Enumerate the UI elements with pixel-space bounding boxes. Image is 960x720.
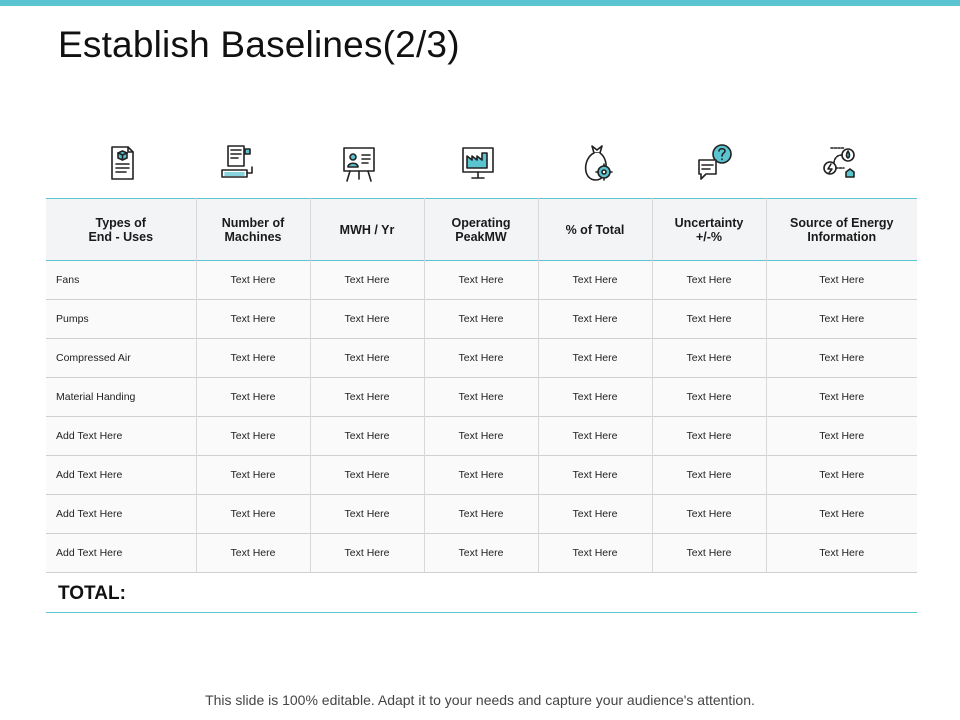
- table-header: [46, 199, 917, 261]
- table-cell: Text Here: [310, 495, 424, 534]
- table-cell: Text Here: [766, 417, 917, 456]
- table-cell: Text Here: [538, 261, 652, 300]
- table-cell: Text Here: [766, 534, 917, 573]
- row-label-cell: Add Text Here: [46, 417, 196, 456]
- table-cell: Text Here: [652, 261, 766, 300]
- table-row: [46, 417, 917, 456]
- money-bag-gear-icon: [574, 140, 620, 186]
- table-cell: Text Here: [766, 495, 917, 534]
- table-cell: Text Here: [310, 534, 424, 573]
- baseline-table: [46, 198, 917, 573]
- factory-monitor-icon: [455, 140, 501, 186]
- table-cell: Text Here: [196, 456, 310, 495]
- footer-note: This slide is 100% editable. Adapt it to your needs and capture your audience's attention.: [205, 692, 755, 708]
- table-cell: Text Here: [196, 495, 310, 534]
- row-label-cell: Add Text Here: [46, 456, 196, 495]
- table-cell: Text Here: [196, 417, 310, 456]
- table-row: [46, 339, 917, 378]
- table-cell: Text Here: [538, 300, 652, 339]
- total-label: TOTAL:: [58, 583, 126, 604]
- column-header: Types of End - Uses: [46, 199, 196, 261]
- table-body: [46, 261, 917, 573]
- table-cell: Text Here: [424, 417, 538, 456]
- table-cell: Text Here: [310, 300, 424, 339]
- table-cell: Text Here: [310, 417, 424, 456]
- table-cell: Text Here: [538, 417, 652, 456]
- table-cell: Text Here: [310, 261, 424, 300]
- table-cell: Text Here: [424, 534, 538, 573]
- table-cell: Text Here: [652, 495, 766, 534]
- table-cell: Text Here: [424, 261, 538, 300]
- table-cell: Text Here: [310, 456, 424, 495]
- table-cell: Text Here: [538, 378, 652, 417]
- table-cell: Text Here: [424, 339, 538, 378]
- row-label-cell: Pumps: [46, 300, 196, 339]
- table-cell: Text Here: [652, 534, 766, 573]
- slide-title: Establish Baselines(2/3): [58, 24, 460, 65]
- table-cell: Text Here: [424, 495, 538, 534]
- table-cell: Text Here: [652, 339, 766, 378]
- table-cell: Text Here: [766, 261, 917, 300]
- total-row: [46, 574, 917, 613]
- column-header: Operating PeakMW: [424, 199, 538, 261]
- document-icon: [99, 140, 145, 186]
- table-cell: Text Here: [196, 339, 310, 378]
- table-cell: Text Here: [424, 378, 538, 417]
- table-row: [46, 378, 917, 417]
- row-label-cell: Add Text Here: [46, 534, 196, 573]
- table-cell: Text Here: [652, 300, 766, 339]
- row-label-cell: Fans: [46, 261, 196, 300]
- energy-source-icon: [816, 140, 862, 186]
- table-cell: Text Here: [538, 495, 652, 534]
- computer-keyboard-icon: [213, 140, 259, 186]
- column-header: % of Total: [538, 199, 652, 261]
- table-cell: Text Here: [766, 456, 917, 495]
- table-cell: Text Here: [652, 417, 766, 456]
- table-row: [46, 300, 917, 339]
- column-header: MWH / Yr: [310, 199, 424, 261]
- table-cell: Text Here: [538, 456, 652, 495]
- table-cell: Text Here: [652, 456, 766, 495]
- row-label-cell: Compressed Air: [46, 339, 196, 378]
- table-cell: Text Here: [310, 378, 424, 417]
- column-header: Source of Energy Information: [766, 199, 917, 261]
- table-cell: Text Here: [766, 300, 917, 339]
- question-chat-icon: [692, 140, 738, 186]
- table-cell: Text Here: [766, 339, 917, 378]
- column-icons: [46, 140, 917, 186]
- row-label-cell: Add Text Here: [46, 495, 196, 534]
- column-header: Uncertainty +/-%: [652, 199, 766, 261]
- table-row: [46, 495, 917, 534]
- table-cell: Text Here: [196, 378, 310, 417]
- table-cell: Text Here: [196, 261, 310, 300]
- table-cell: Text Here: [766, 378, 917, 417]
- table-cell: Text Here: [424, 456, 538, 495]
- row-label-cell: Material Handing: [46, 378, 196, 417]
- table-row: [46, 534, 917, 573]
- top-accent-bar: [0, 0, 960, 6]
- table-cell: Text Here: [538, 339, 652, 378]
- column-header: Number of Machines: [196, 199, 310, 261]
- table-row: [46, 456, 917, 495]
- table-cell: Text Here: [538, 534, 652, 573]
- table-cell: Text Here: [310, 339, 424, 378]
- table-cell: Text Here: [652, 378, 766, 417]
- table-cell: Text Here: [196, 534, 310, 573]
- table-cell: Text Here: [196, 300, 310, 339]
- table-row: [46, 261, 917, 300]
- presentation-board-icon: [336, 140, 382, 186]
- table-cell: Text Here: [424, 300, 538, 339]
